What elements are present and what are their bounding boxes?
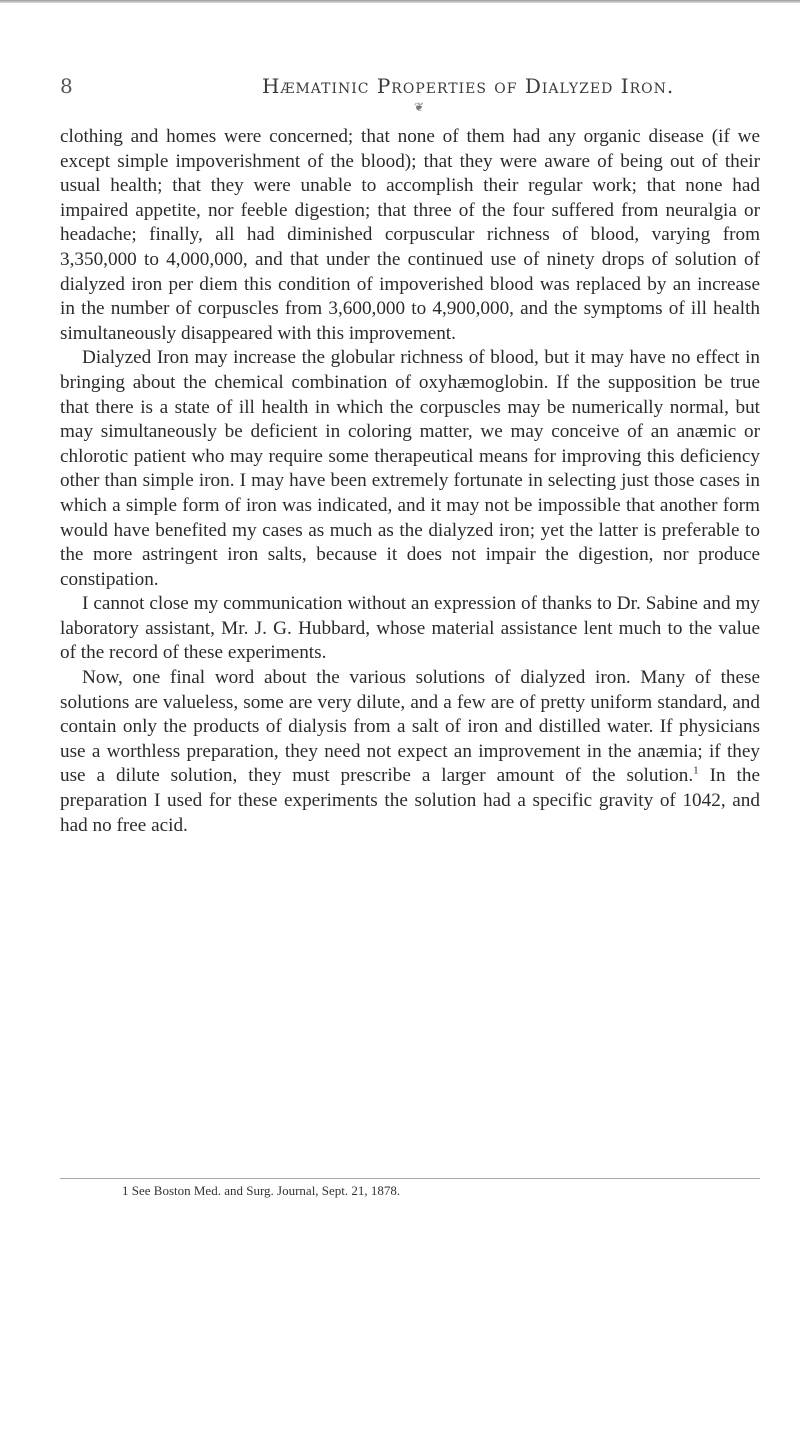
footnote (122, 1183, 400, 1199)
paragraph-acknowledgements: I cannot close my communication without an expression of thanks to Dr. Sabine and my laboratory assistant, Mr. J. G. Hubbard, whose material assistance lent much to the value of the record of these experiments. (60, 593, 760, 664)
paragraph-continued: clothing and homes were concerned; that none of them had any organic disease (if we except simple impoverishment of the blood); that they were aware of being out of their usual health; that they were unable to accomplish their regular work; that none had impaired appetite, nor feeble digestion; that three of the four suffered from neuralgia or headache; finally, all had diminished corpuscular richness of blood, varying from 3,350,000 to 4,000,000, and that under the continued use of ninety drops of solution of dialyzed iron per diem this condition of impoverished blood was replaced by an increase in the number of corpuscles from 3,600,000 to 4,900,000, and the symptoms of ill health simultaneously disappeared with this improvement. (60, 126, 760, 344)
paragraph-dialyzed-iron: Dialyzed Iron may increase the globular richness of blood, but it may have no effect in bringing about the chemical combination of oxyhæmoglobin. If the supposition be true that there is a state of ill health in which the corpuscles may be numerically normal, but may simultaneously be deficient in coloring matter, we may conceive of an anæmic or chlorotic patient who may require some therapeutical means for improving this deficiency other than simple iron. I may have been extremely fortunate in selecting just those cases in which a simple form of iron was indicated, and it may not be impossible that another form would have benefited my cases as much as the dialyzed iron; yet the latter is preferable to the more astringent iron salts, because it does not impair the digestion, nor produce constipation. (60, 347, 760, 590)
footnote-marker: 1 (122, 1183, 129, 1198)
paragraph-solutions-text-after: In the preparation I used for these experiments the solution had a specific gravity of 1042, and had no free acid. (60, 765, 760, 836)
top-edge-rule (0, 0, 800, 3)
footnote-reference: 1 (693, 765, 699, 778)
footnote-text: See Boston Med. and Surg. Journal, Sept. 21, 1878. (131, 1183, 401, 1198)
body-text (60, 125, 760, 838)
ornament-mark: ❦ (414, 100, 425, 114)
paragraph-solutions (60, 666, 760, 838)
page-number: 8 (60, 74, 73, 98)
paragraph-solutions-text: Now, one final word about the various solutions of dialyzed iron. Many of these solutions are valueless, some are very dilute, and a few are of pretty uniform standard, and contain only the products of dialysis from a salt of iron and distilled water. If physicians use a worthless preparation, they need not expect an improvement in the anæmia; if they use a dilute solution, they must prescribe a larger amount of the solution. (60, 667, 760, 787)
running-title: Hæmatinic Properties of Dialyzed Iron. (262, 74, 675, 98)
running-head (0, 74, 800, 100)
footnote-rule (60, 1178, 760, 1179)
